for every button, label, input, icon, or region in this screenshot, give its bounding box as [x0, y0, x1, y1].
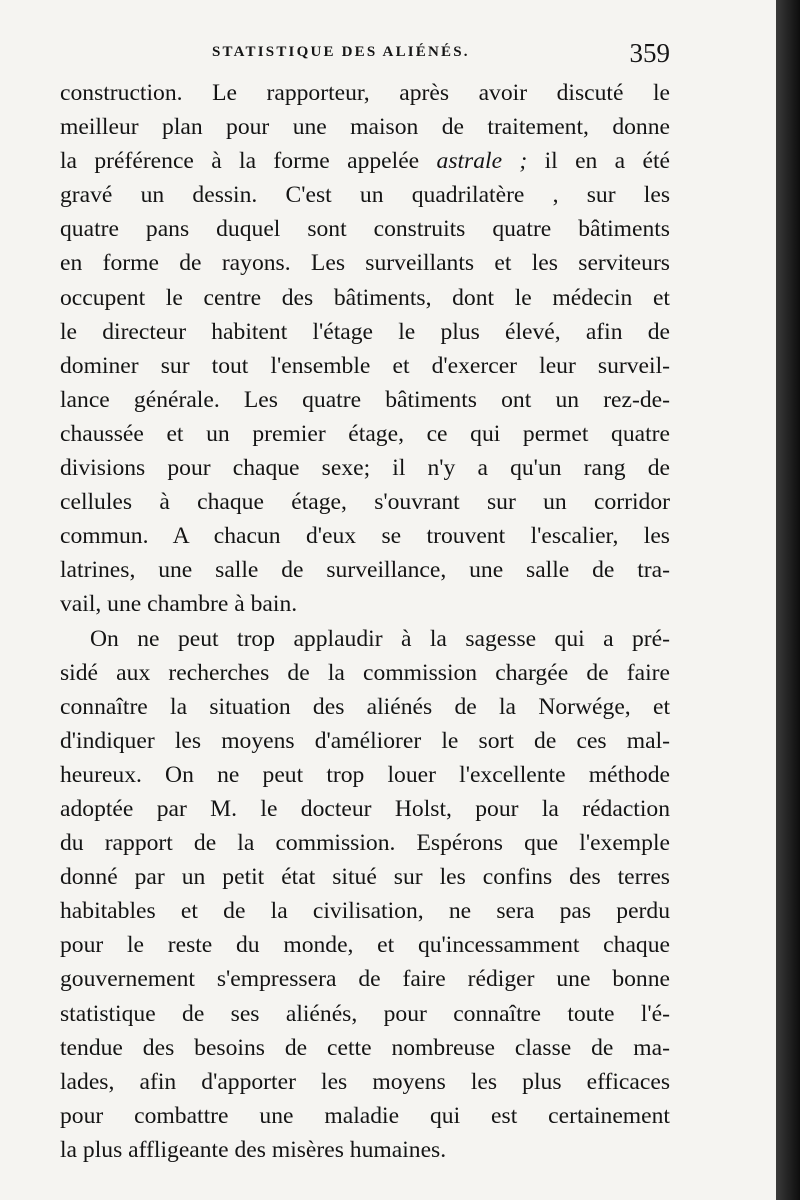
text-line: lance générale. Les quatre bâtiments ont un rez-de- [60, 386, 670, 413]
text-line: pour le reste du monde, et qu'incessamment chaque [60, 932, 670, 959]
text-line: lades, afin d'apporter les moyens les plus efficaces [60, 1068, 670, 1095]
text-segment: la préférence à la forme appelée [60, 148, 420, 175]
text-line: gravé un dessin. C'est un quadrilatère , sur les [60, 182, 670, 209]
text-line: pour combattre une maladie qui est certainement [60, 1102, 670, 1129]
paragraph-1 [60, 76, 670, 622]
text-line: heureux. On ne peut trop louer l'excellente méthode [60, 761, 670, 788]
text-line: le directeur habitent l'étage le plus élevé, afin de [60, 318, 670, 345]
text-line: divisions pour chaque sexe; il n'y a qu'un rang de [60, 455, 670, 482]
text-line: commun. A chacun d'eux se trouvent l'escalier, les [60, 523, 670, 550]
text-line: quatre pans duquel sont construits quatre bâtiments [60, 216, 670, 243]
italic-term: astrale ; [436, 148, 528, 175]
text-line: tendue des besoins de cette nombreuse classe de ma- [60, 1034, 670, 1061]
text-line: cellules à chaque étage, s'ouvrant sur un corridor [60, 489, 670, 516]
text-line: sidé aux recherches de la commission chargée de faire [60, 659, 670, 686]
scan-edge-shadow [776, 0, 800, 1200]
text-line: meilleur plan pour une maison de traitement, donne [60, 114, 670, 141]
text-line: donné par un petit état situé sur les confins des terres [60, 864, 670, 891]
text-line: en forme de rayons. Les surveillants et les serviteurs [60, 250, 670, 277]
text-line: chaussée et un premier étage, ce qui permet quatre [60, 420, 670, 447]
text-line: latrines, une salle de surveillance, une salle de tra- [60, 557, 670, 584]
text-line: du rapport de la commission. Espérons que l'exemple [60, 830, 670, 857]
text-line: On ne peut trop applaudir à la sagesse qui a pré- [90, 625, 670, 652]
text-line: vail, une chambre à bain. [60, 591, 298, 618]
text-line: statistique de ses aliénés, pour connaître toute l'é- [60, 1000, 670, 1027]
running-title: STATISTIQUE DES ALIÉNÉS. [212, 44, 470, 60]
paragraph-2 [60, 622, 670, 1168]
text-line: connaître la situation des aliénés de la Norwége, et [60, 693, 670, 720]
body-text [60, 76, 670, 1167]
text-line-with-italic [60, 144, 670, 178]
text-line: la plus affligeante des misères humaines. [60, 1136, 447, 1163]
text-line: adoptée par M. le docteur Holst, pour la rédaction [60, 795, 670, 822]
text-segment: il en a été [527, 148, 670, 175]
text-line: d'indiquer les moyens d'améliorer le sort de ces mal- [60, 727, 670, 754]
text-line: dominer sur tout l'ensemble et d'exercer leur surveil- [60, 352, 670, 379]
page-number: 359 [629, 38, 670, 68]
text-line: occupent le centre des bâtiments, dont le médecin et [60, 284, 670, 311]
text-line: gouvernement s'empressera de faire rédiger une bonne [60, 966, 670, 993]
text-line: habitables et de la civilisation, ne sera pas perdu [60, 898, 670, 925]
text-line: construction. Le rapporteur, après avoir discuté le [60, 80, 670, 106]
page-header [60, 38, 670, 74]
